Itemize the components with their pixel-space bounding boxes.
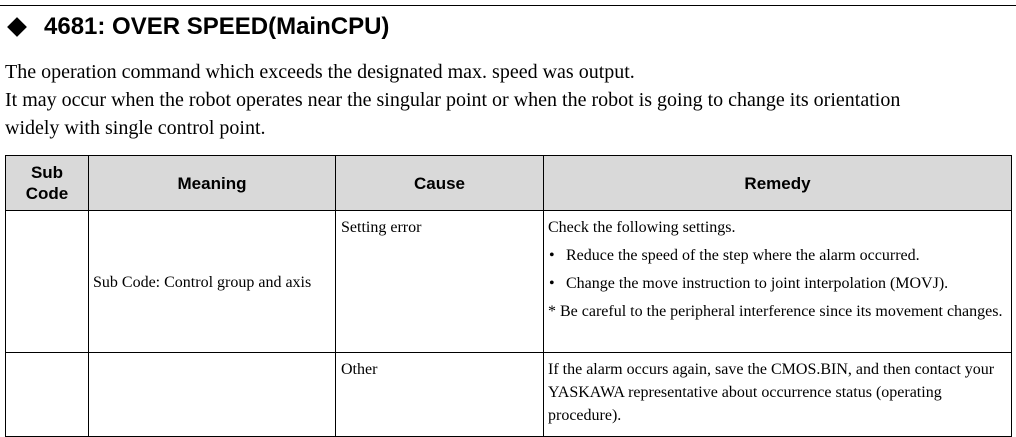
alarm-table	[5, 155, 1012, 437]
alarm-heading	[4, 12, 389, 42]
header-meaning: Meaning	[89, 156, 336, 211]
top-rule	[0, 5, 1016, 6]
header-sub-code: Sub Code	[6, 156, 89, 211]
diamond-bullet-icon	[7, 17, 27, 37]
remedy-cell	[544, 353, 1012, 437]
meaning-cell	[89, 353, 336, 437]
remedy-bullet: • Change the move instruction to joint interpolation (MOVJ).	[548, 272, 1006, 295]
description-line: It may occur when the robot operates near the singular point or when the robot is going to change its orientation	[5, 89, 901, 111]
meaning-cell: Sub Code: Control group and axis	[89, 211, 336, 353]
table-row	[6, 211, 1012, 353]
bullet-icon: •	[549, 275, 555, 292]
remedy-text: If the alarm occurs again, save the CMOS.BIN, and then contact your YASKAWA representative about occurrence status (operating procedure).	[548, 361, 995, 424]
description-line: widely with single control point.	[5, 117, 266, 139]
header-cause: Cause	[336, 156, 544, 211]
cause-cell: Other	[336, 353, 544, 437]
header-remedy: Remedy	[544, 156, 1012, 211]
sub-code-cell	[6, 211, 89, 353]
sub-code-cell	[6, 353, 89, 437]
description-line: The operation command which exceeds the designated max. speed was output.	[5, 61, 635, 83]
remedy-intro: Check the following settings.	[548, 219, 736, 236]
remedy-note: * Be careful to the peripheral interference since its movement changes.	[548, 303, 1003, 320]
alarm-title: 4681: OVER SPEED(MainCPU)	[44, 13, 390, 40]
cause-cell: Setting error	[336, 211, 544, 353]
alarm-description	[5, 58, 1010, 142]
table-header-row	[6, 156, 1012, 211]
remedy-bullet: • Reduce the speed of the step where the alarm occurred.	[548, 244, 1006, 267]
bullet-icon: •	[549, 247, 555, 264]
remedy-cell	[544, 211, 1012, 353]
table-row	[6, 353, 1012, 437]
